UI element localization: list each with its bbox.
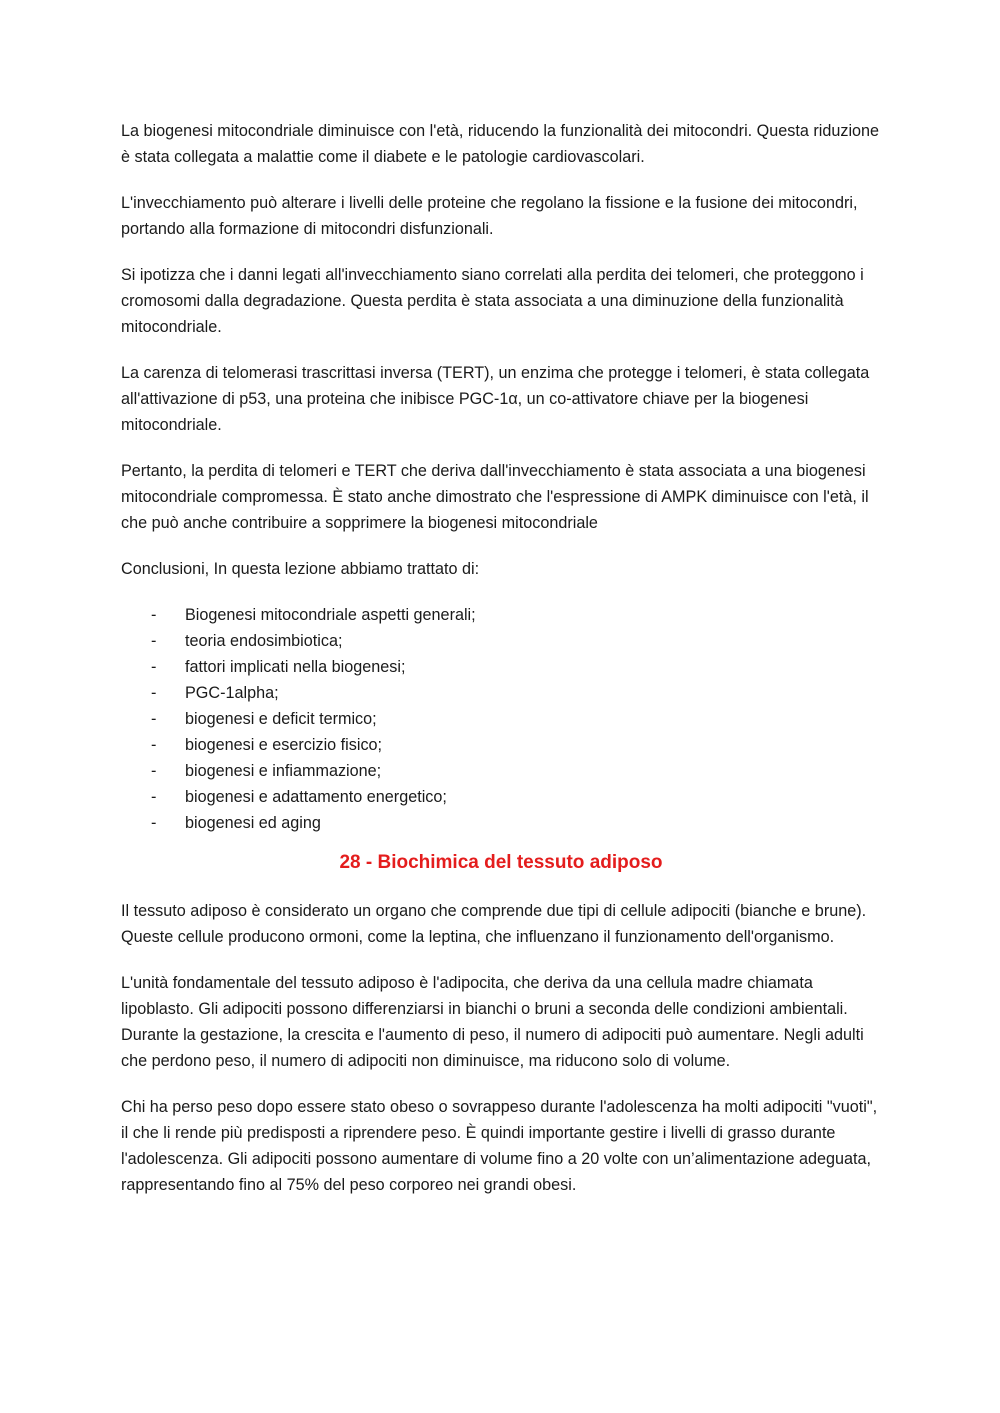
document-page bbox=[121, 118, 881, 1218]
list-dash: - bbox=[151, 658, 157, 676]
paragraph-conclusions-intro: Conclusioni, In questa lezione abbiamo trattato di: bbox=[121, 560, 480, 578]
list-dash: - bbox=[151, 788, 157, 806]
list-item bbox=[121, 602, 881, 628]
paragraph-tert: La carenza di telomerasi trascrittasi inversa (TERT), un enzima che protegge i telomeri, è stata collegata all'attivazione di p53, una proteina che inibisce PGC-1α, un co-attivatore chiave per la biogenesi mitocondriale. bbox=[121, 364, 870, 434]
list-dash: - bbox=[151, 762, 157, 780]
list-item bbox=[121, 732, 881, 758]
list-dash: - bbox=[151, 632, 157, 650]
list-item bbox=[121, 810, 881, 836]
list-item bbox=[121, 706, 881, 732]
list-item bbox=[121, 654, 881, 680]
paragraph-adolescence: Chi ha perso peso dopo essere stato obeso o sovrappeso durante l'adolescenza ha molti adipociti "vuoti", il che li rende più predisposti a riprendere peso. È quindi importante gestire i livelli di grasso durante l'adolescenza. Gli adipociti possono aumentare di volume fino a 20 volte con un’alimentazione adeguata, rappresentando fino al 75% del peso corporeo nei grandi obesi. bbox=[121, 1098, 878, 1194]
paragraph-adipocyte-unit: L'unità fondamentale del tessuto adiposo è l'adipocita, che deriva da una cellula madre chiamata lipoblasto. Gli adipociti possono differenziarsi in bianchi o bruni a seconda delle condizioni ambientali. Durante la gestazione, la crescita e l'aumento di peso, il numero di adipociti può aumentare. Negli adulti che perdono peso, il numero di adipociti non diminuisce, ma riducono solo di volume. bbox=[121, 974, 864, 1070]
paragraph-fission-fusion: L'invecchiamento può alterare i livelli delle proteine che regolano la fissione e la fusione dei mitocondri, portando alla formazione di mitocondri disfunzionali. bbox=[121, 194, 858, 238]
list-item-text: teoria endosimbiotica; bbox=[185, 632, 343, 650]
list-item-text: PGC-1alpha; bbox=[185, 684, 279, 702]
paragraph-ampk: Pertanto, la perdita di telomeri e TERT che deriva dall'invecchiamento è stata associata a una biogenesi mitocondriale compromessa. È stato anche dimostrato che l'espressione di AMPK diminuisce con l'età, il che può anche contribuire a sopprimere la biogenesi mitocondriale bbox=[121, 462, 869, 532]
list-item-text: biogenesi e esercizio fisico; bbox=[185, 736, 383, 754]
list-item-text: fattori implicati nella biogenesi; bbox=[185, 658, 406, 676]
paragraph-adipose-organ: Il tessuto adiposo è considerato un organo che comprende due tipi di cellule adipociti (bianche e brune). Queste cellule producono ormoni, come la leptina, che influenzano il funzionamento dell'organismo. bbox=[121, 902, 867, 946]
list-item bbox=[121, 784, 881, 810]
list-item-text: Biogenesi mitocondriale aspetti generali; bbox=[185, 606, 476, 624]
list-item-text: biogenesi e adattamento energetico; bbox=[185, 788, 447, 806]
list-dash: - bbox=[151, 710, 157, 728]
paragraph-telomeres: Si ipotizza che i danni legati all'invecchiamento siano correlati alla perdita dei telomeri, che proteggono i cromosomi dalla degradazione. Questa perdita è stata associata a una diminuzione della funzionalità mitocondriale. bbox=[121, 266, 864, 336]
section-title: 28 - Biochimica del tessuto adiposo bbox=[339, 852, 663, 873]
paragraph-aging-biogenesis: La biogenesi mitocondriale diminuisce con l'età, riducendo la funzionalità dei mitocondri. Questa riduzione è stata collegata a malattie come il diabete e le patologie cardiovascolari. bbox=[121, 122, 880, 166]
conclusions-list bbox=[121, 602, 881, 836]
list-item-text: biogenesi e infiammazione; bbox=[185, 762, 382, 780]
list-item bbox=[121, 680, 881, 706]
list-item-text: biogenesi e deficit termico; bbox=[185, 710, 377, 728]
list-item-text: biogenesi ed aging bbox=[185, 814, 321, 832]
list-dash: - bbox=[151, 684, 157, 702]
list-dash: - bbox=[151, 606, 157, 624]
list-item bbox=[121, 758, 881, 784]
list-dash: - bbox=[151, 814, 157, 832]
list-item bbox=[121, 628, 881, 654]
list-dash: - bbox=[151, 736, 157, 754]
